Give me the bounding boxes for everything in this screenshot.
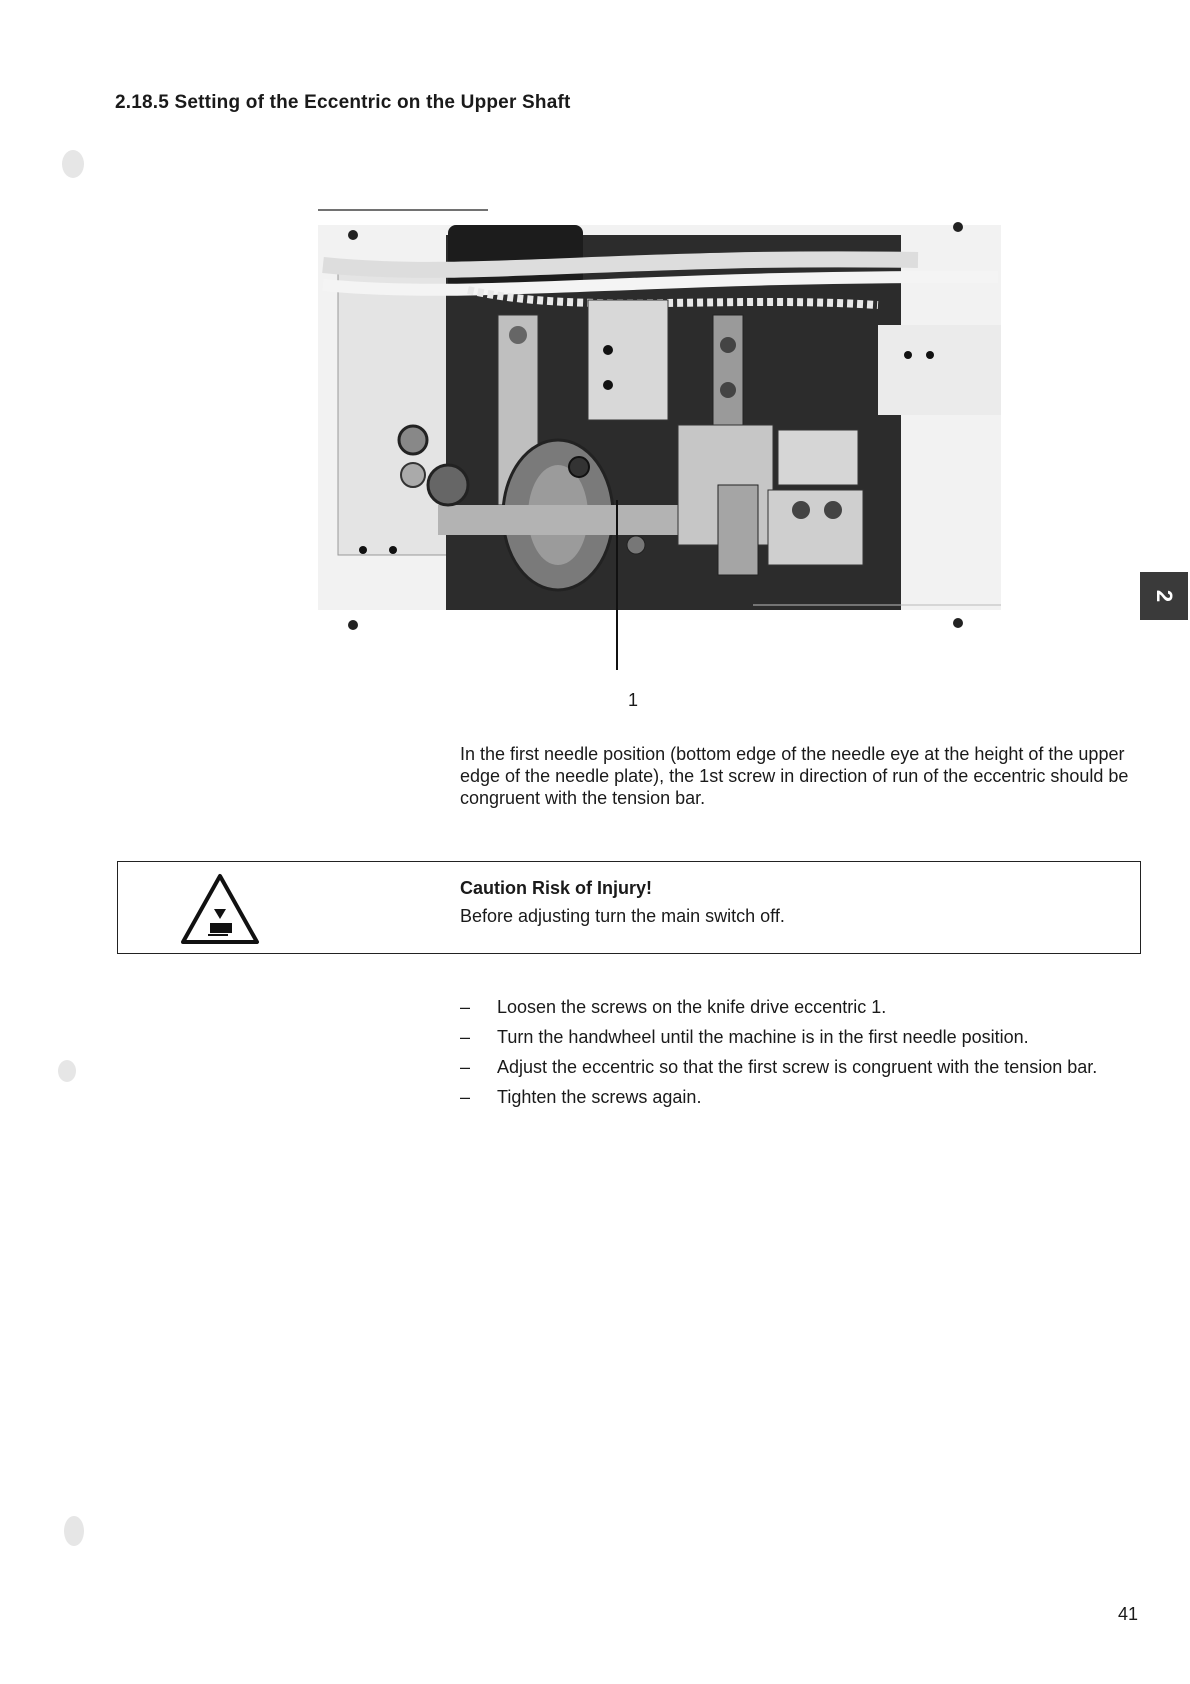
hand-injury-warning-icon	[180, 873, 260, 945]
mechanism-photo	[318, 205, 1001, 655]
list-dash: –	[460, 1057, 471, 1077]
steps-list	[460, 996, 1150, 1116]
section-heading: 2.18.5 Setting of the Eccentric on the Upper Shaft	[115, 92, 571, 113]
step-text: Loosen the screws on the knife drive eccentric 1.	[497, 997, 887, 1017]
step-text: Turn the handwheel until the machine is in the first needle position.	[497, 1027, 1029, 1047]
scan-speck	[64, 1516, 84, 1546]
caution-text: Before adjusting turn the main switch off.	[460, 906, 785, 926]
list-item	[460, 1086, 1150, 1108]
list-item	[460, 1026, 1150, 1048]
scan-speck	[62, 150, 84, 178]
caution-title: Caution Risk of Injury!	[460, 878, 653, 898]
callout-label: 1	[628, 690, 639, 710]
list-dash: –	[460, 1027, 471, 1047]
list-item	[460, 1056, 1150, 1078]
list-dash: –	[460, 997, 471, 1017]
list-item	[460, 996, 1150, 1018]
chapter-tab-label: 2	[1152, 589, 1177, 603]
chapter-tab	[1140, 572, 1188, 620]
page-number: 41	[1118, 1604, 1139, 1624]
list-dash: –	[460, 1087, 471, 1107]
step-text: Tighten the screws again.	[497, 1087, 702, 1107]
description-paragraph: In the first needle position (bottom edge of the needle eye at the height of the upper edge of the needle plate), the 1st screw in direction of run of the eccentric should be congruent with the tension bar.	[460, 744, 1129, 808]
scan-speck	[58, 1060, 76, 1082]
step-text: Adjust the eccentric so that the first screw is congruent with the tension bar.	[497, 1057, 1098, 1077]
callout-pointer-line	[616, 500, 618, 670]
